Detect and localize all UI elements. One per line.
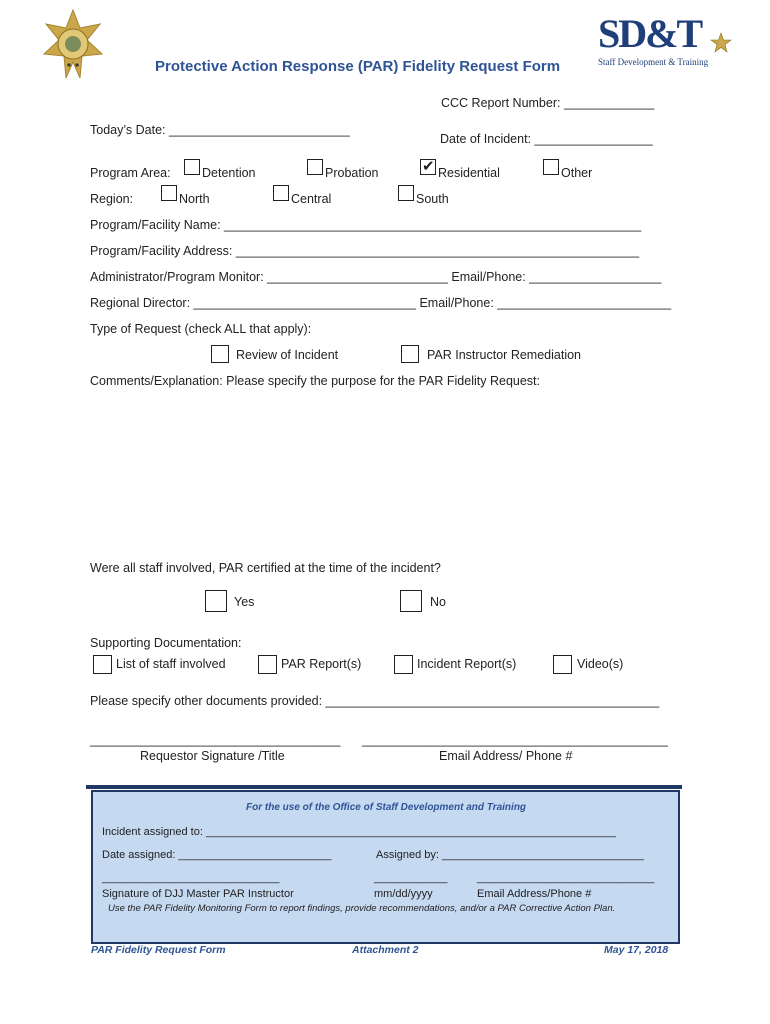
sdt-star-icon	[710, 32, 732, 54]
ccc-report-number-field[interactable]: CCC Report Number: _____________	[441, 96, 655, 110]
administrator-field[interactable]: Administrator/Program Monitor: __________________________ Email/Phone: ___________________	[90, 270, 662, 284]
videos-label: Video(s)	[577, 657, 624, 671]
signature-line[interactable]: ____________________________________	[90, 733, 341, 747]
panel-heading: For the use of the Office of Staff Development and Training	[246, 802, 527, 813]
page-title: Protective Action Response (PAR) Fidelity Request Form	[155, 58, 561, 75]
review-incident-checkbox[interactable]	[211, 345, 229, 363]
sdt-logo-subtitle: Staff Development & Training	[598, 57, 709, 67]
other-label: Other	[561, 166, 593, 180]
footer-date: May 17, 2018	[604, 944, 669, 956]
regional-director-field[interactable]: Regional Director: ________________________________ Email/Phone: _________________________	[90, 296, 672, 310]
facility-name-field[interactable]: Program/Facility Name: ____________________________________________________________	[90, 218, 642, 232]
assigned-by-field[interactable]: Assigned by: _________________________________	[376, 849, 644, 861]
date-assigned-field[interactable]: Date assigned: _________________________	[102, 849, 332, 861]
comments-area[interactable]	[90, 392, 675, 552]
sdt-logo: SD&T	[598, 11, 702, 56]
no-checkbox[interactable]	[400, 590, 422, 612]
instructor-remediation-checkbox[interactable]	[401, 345, 419, 363]
incident-report-label: Incident Report(s)	[417, 657, 517, 671]
detention-label: Detention	[202, 166, 256, 180]
email-line[interactable]: _____________________________	[477, 872, 655, 884]
no-label: No	[430, 595, 446, 609]
supporting-docs-label: Supporting Documentation:	[90, 636, 242, 650]
email-phone-label: Email Address/ Phone #	[439, 749, 573, 763]
south-label: South	[416, 192, 449, 206]
par-report-label: PAR Report(s)	[281, 657, 362, 671]
footer-form-name: PAR Fidelity Request Form	[91, 944, 226, 956]
date-of-incident-field[interactable]: Date of Incident: _________________	[440, 132, 653, 146]
region-label: Region:	[90, 192, 134, 206]
program-area-label: Program Area:	[90, 166, 171, 180]
email-phone-line[interactable]: ____________________________________________	[362, 733, 668, 747]
yes-checkbox[interactable]	[205, 590, 227, 612]
date-line[interactable]: ____________	[374, 872, 448, 884]
probation-label: Probation	[325, 166, 379, 180]
staff-certified-question: Were all staff involved, PAR certified at the time of the incident?	[90, 561, 441, 575]
residential-label: Residential	[438, 166, 500, 180]
central-label: Central	[291, 192, 332, 206]
staff-list-label: List of staff involved	[116, 657, 226, 671]
incident-report-checkbox[interactable]	[394, 655, 413, 674]
footer-attachment: Attachment 2	[352, 944, 419, 956]
todays-date-field[interactable]: Today’s Date: __________________________	[90, 123, 350, 137]
requestor-signature-label: Requestor Signature /Title	[140, 749, 285, 763]
comments-label: Comments/Explanation: Please specify the purpose for the PAR Fidelity Request:	[90, 374, 540, 388]
residential-checkbox[interactable]	[420, 159, 436, 175]
instructor-signature-label: Signature of DJJ Master PAR Instructor	[102, 888, 294, 900]
central-checkbox[interactable]	[273, 185, 289, 201]
type-of-request-label: Type of Request (check ALL that apply):	[90, 322, 312, 336]
panel-top-bar	[86, 785, 682, 789]
north-checkbox[interactable]	[161, 185, 177, 201]
instructor-signature-line[interactable]: _____________________________	[102, 872, 280, 884]
videos-checkbox[interactable]	[553, 655, 572, 674]
panel-instruction: Use the PAR Fidelity Monitoring Form to report findings, provide recommendations, and/or a PAR Corrective Action Plan.	[108, 903, 616, 914]
detention-checkbox[interactable]	[184, 159, 200, 175]
instructor-remediation-label: PAR Instructor Remediation	[427, 348, 581, 362]
email-phone-panel-label: Email Address/Phone #	[477, 888, 592, 900]
other-checkbox[interactable]	[543, 159, 559, 175]
staff-list-checkbox[interactable]	[93, 655, 112, 674]
probation-checkbox[interactable]	[307, 159, 323, 175]
review-incident-label: Review of Incident	[236, 348, 339, 362]
incident-assigned-field[interactable]: Incident assigned to: ___________________________________________________________________	[102, 826, 616, 838]
date-format-label: mm/dd/yyyy	[374, 888, 433, 900]
north-label: North	[179, 192, 210, 206]
yes-label: Yes	[234, 595, 255, 609]
par-report-checkbox[interactable]	[258, 655, 277, 674]
djj-seal-logo	[40, 8, 106, 84]
other-docs-field[interactable]: Please specify other documents provided: ________________________________________________	[90, 694, 660, 708]
south-checkbox[interactable]	[398, 185, 414, 201]
facility-address-field[interactable]: Program/Facility Address: __________________________________________________________	[90, 244, 640, 258]
